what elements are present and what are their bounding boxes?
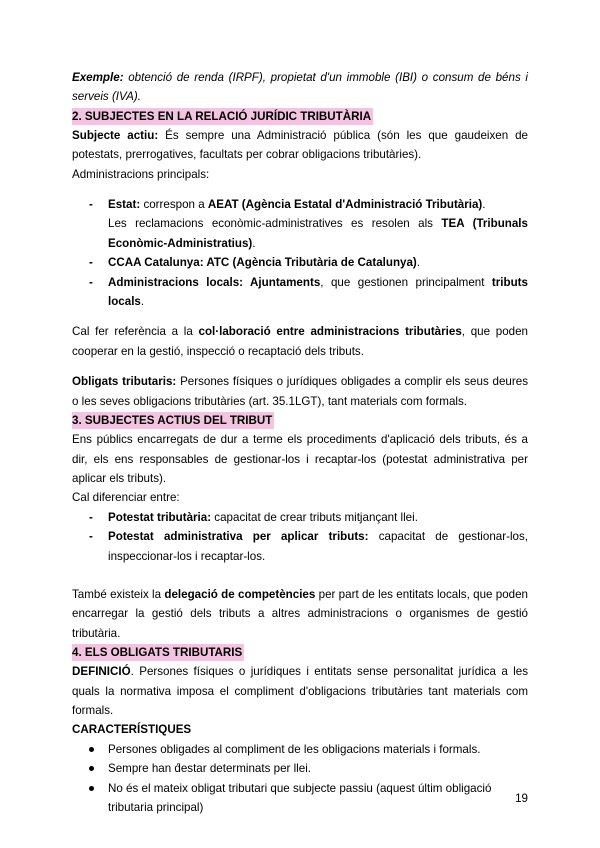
list-item-ccaa: - CCAA Catalunya: ATC (Agència Tributària de Catalunya). <box>89 256 421 270</box>
caracteristiques-subheading: CARACTERÍSTIQUES <box>72 723 192 737</box>
definicio-paragraph: DEFINICIÓ. Persones físiques o jurídiques i entitats sense personalitat jurídica a les quals la normativa imposa el compliment d'obligacions tributàries tant materials com formals. <box>72 665 528 717</box>
subjecte-actiu-paragraph: Subjecte actiu: És sempre una Administració pública (són les que gaudeixen de potestats, prerrogatives, facultats per cobrar obligacions tributàries). <box>72 128 528 162</box>
section-2-heading: 2. SUBJECTES EN LA RELACIÓ JURÍDIC TRIBUTÀRIA <box>72 109 372 123</box>
bullet-icon <box>89 766 94 771</box>
list-item: Sempre han d́estar determinats per llei. <box>72 759 528 778</box>
administracions-list <box>72 195 528 311</box>
delegacio-paragraph: També existeix la delegació de competències per part de les entitats locals, que poden encarregar la gestió dels tributs a altres administracions o organismes de gestió tributària. <box>72 587 528 640</box>
bullet-icon <box>89 786 94 791</box>
list-item-locals: - Administracions locals: Ajuntaments, que gestionen principalment tributs locals. <box>89 275 528 309</box>
collaboracio-paragraph: Cal fer referència a la col·laboració entre administracions tributàries, que poden cooperar en la gestió, inspecció o recaptació dels tributs. <box>72 325 528 358</box>
potestats-list <box>72 508 528 566</box>
page-number: 19 <box>515 792 528 805</box>
list-item: No és el mateix obligat tributari que subjecte passiu (aquest últim obligació tributaria principal) <box>72 779 528 818</box>
list-item-estat: - Estat: correspon a AEAT (Agència Estatal d'Administració Tributària). Les reclamacions econòmic-administratives es resolen als TEA (Tribunals Econòmic-Administratius). <box>89 198 528 250</box>
section-3-heading: 3. SUBJECTES ACTIUS DEL TRIBUT <box>72 414 273 428</box>
document-page <box>72 68 528 817</box>
caracteristiques-list <box>72 740 528 818</box>
cal-diferenciar-label: Cal diferenciar entre: <box>72 491 180 505</box>
list-item: Persones obligades al compliment de les obligacions materials i formals. <box>72 740 528 759</box>
ens-publics-paragraph: Ens públics encarregats de dur a terme els procediments d'aplicació dels tributs, és a dir, els ens responsables de gestionar-los i recaptar-los (potestat administrativa per aplicar els tributs). <box>72 433 528 485</box>
list-item-potestat-administrativa: - Potestat administrativa per aplicar tributs: capacitat de gestionar-los, inspeccionar-los i recaptar-los. <box>89 530 528 563</box>
example-label: Exemple: <box>72 71 124 84</box>
obligats-paragraph: Obligats tributaris: Persones físiques o jurídiques obligades a complir els seus deures o les seves obligacions tributàries (art. 35.1LGT), tant materials com formals. <box>72 375 528 408</box>
list-item-potestat-tributaria: - Potestat tributària: capacitat de crear tributs mitjançant llei. <box>89 510 418 524</box>
administracions-principals-label: Administracions principals: <box>72 167 210 181</box>
section-4-heading: 4. ELS OBLIGATS TRIBUTARIS <box>72 646 243 660</box>
example-paragraph: Exemple: obtenció de renda (IRPF), propietat d'un immoble (IBI) o consum de béns i serveis (IVA). <box>72 71 528 104</box>
bullet-icon <box>89 747 94 752</box>
